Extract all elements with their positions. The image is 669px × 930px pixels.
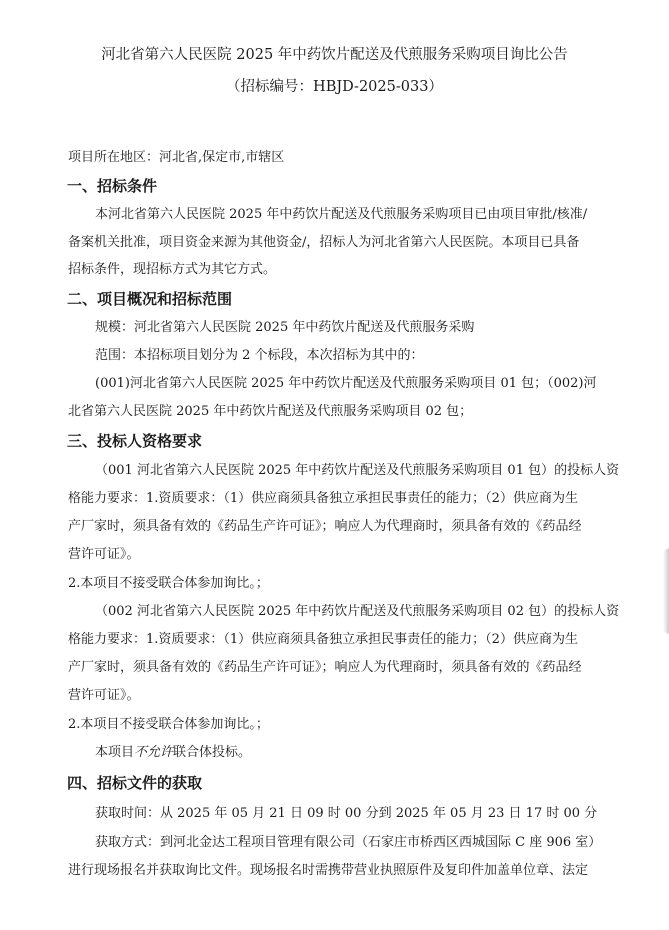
section-3-lot1-line-4: 营许可证》。 (68, 547, 140, 562)
section-2-line-2: 北省第六人民医院 2025 年中药饮片配送及代煎服务采购项目 02 包； (68, 404, 473, 419)
section-4-heading: 四、招标文件的获取 (67, 774, 203, 792)
section-3-lot1-line-2: 格能力要求：1.资质要求：（1）供应商须具备独立承担民事责任的能力；（2）供应商为生 (68, 491, 578, 506)
section-1-line-3: 招标条件，现招标方式为其它方式。 (68, 262, 277, 277)
section-4-method: 获取方式：到河北金达工程项目管理有限公司（石家庄市桥西区西城国际 C 座 906 室） (95, 835, 602, 850)
section-3-lot1-line-1: （001 河北省第六人民医院 2025 年中药饮片配送及代煎服务采购项目 01 包）的投标人资 (95, 463, 620, 478)
section-3-lot2-line-3: 产厂家时，须具备有效的《药品生产许可证》；响应人为代理商时，须具备有效的《药品经 (68, 660, 582, 675)
section-3-lot2-line-2: 格能力要求：1.资质要求：（1）供应商须具备独立承担民事责任的能力；（2）供应商为生 (68, 632, 578, 647)
section-4-time: 获取时间：从 2025 年 05 月 21 日 09 时 00 分到 2025 年 05 月 23 日 17 时 00 分 (95, 806, 598, 821)
section-3-lot2-line-4: 营许可证》。 (68, 688, 140, 703)
section-1-line-2: 备案机关批准，项目资金来源为其他资金/，招标人为河北省第六人民医院。本项目已具备 (68, 235, 580, 250)
document-title: 河北省第六人民医院 2025 年中药饮片配送及代煎服务采购项目询比公告 (101, 47, 568, 63)
section-2-line-1: (001)河北省第六人民医院 2025 年中药饮片配送及代煎服务采购项目 01 包；（002)河 (95, 376, 597, 391)
joint-note-prefix: 本项目 (95, 745, 135, 760)
section-1-heading: 一、招标条件 (67, 177, 158, 195)
section-4-last-line: 进行现场报名并获取询比文件。现场报名时需携带营业执照原件及复印件加盖单位章、法定 (68, 863, 589, 878)
section-2-range: 范围：本招标项目划分为 2 个标段，本次招标为其中的： (95, 348, 424, 363)
section-3-heading: 三、投标人资格要求 (67, 432, 203, 450)
joint-note-suffix: 联合体投标。 (173, 745, 252, 760)
section-1-line-1: 本河北省第六人民医院 2025 年中药饮片配送及代煎服务采购项目已由项目审批/核准/ (95, 207, 588, 222)
section-3-lot2-line-1: （002 河北省第六人民医院 2025 年中药饮片配送及代煎服务采购项目 02 包）的投标人资 (95, 604, 620, 619)
section-3-lot1-line-3: 产厂家时，须具备有效的《药品生产许可证》；响应人为代理商时，须具备有效的《药品经 (68, 519, 582, 534)
joint-note-emphasis: 不允许 (134, 745, 174, 760)
section-2-heading: 二、项目概况和招标范围 (67, 290, 233, 308)
section-2-scale: 规模：河北省第六人民医院 2025 年中药饮片配送及代煎服务采购 (95, 320, 475, 335)
section-3-lot1-line-5: 2.本项目不接受联合体参加询比。； (68, 576, 269, 591)
scan-edge-mark (663, 548, 669, 634)
project-region: 项目所在地区：河北省,保定市,市辖区 (68, 150, 285, 165)
section-3-lot2-line-5: 2.本项目不接受联合体参加询比。； (68, 717, 269, 732)
tender-number: （招标编号：HBJD-2025-033） (226, 79, 443, 95)
section-3-joint-bid-note (95, 745, 251, 761)
